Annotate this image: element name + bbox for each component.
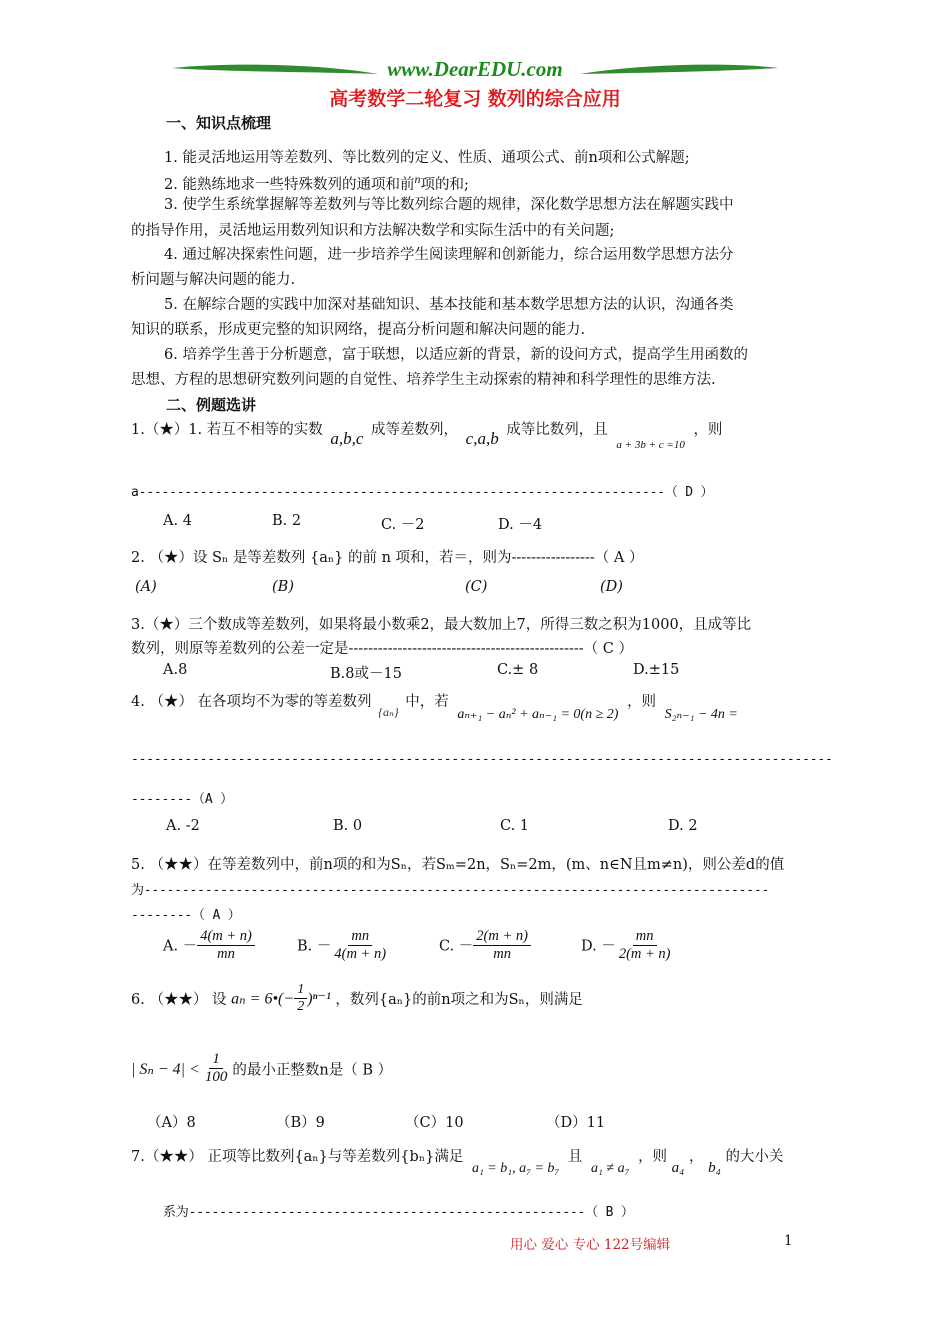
option-c: C. －2 <box>381 517 425 533</box>
question-1: 1.（★）1. 若互不相等的实数 a,b,c 成等差数列， c,a,b 成等比数列，且 $_{a + 3b + c =10}$ ，则 <box>131 422 723 451</box>
option-c: C.± 8 <box>497 662 539 678</box>
option-c: (C) <box>465 579 488 595</box>
option-b: B. 2 <box>272 513 302 529</box>
option-d: D. 2 <box>668 818 698 834</box>
option-a: (A) <box>135 579 157 595</box>
knowledge-item-5: 5. 在解综合题的实践中加深对基础知识、基本技能和基本数学思想方法的认识，沟通各类 <box>164 297 734 313</box>
question-7: 7.（★★） 正项等比数列{aₙ}与等差数列{bₙ}满足 a₁ = b₁, a₇ = b₇ 且 a₁ ≠ a₇ ，则 a₄ ， b₄ 的大小关 <box>131 1149 784 1176</box>
footer-slogan: 用心 爱心 专心 122号编辑 <box>510 1237 671 1253</box>
question-5-options <box>163 928 763 976</box>
question-6: 6. （★★） 设 aₙ = 6•(− $\frac{1}{2}$ )ⁿ⁻¹ ，数列{aₙ}的前n项之和为Sₙ，则满足 <box>131 982 583 1015</box>
option-a: （A）8 <box>147 1115 196 1131</box>
option-c: C. 1 <box>500 818 530 834</box>
question-1-answer-line: a---------------------------------------------------------------------（ D ） <box>131 485 714 500</box>
question-3-cont: 数列，则原等差数列的公差一定是------------------------------------------------（ C ） <box>131 641 633 657</box>
option-d: D. － $\frac{mn}{2(m + n)}$ <box>581 928 671 962</box>
site-logo: www.DearEDU.com <box>387 57 563 81</box>
section-heading-knowledge: 一、知识点梳理 <box>166 114 272 132</box>
option-b: B. 0 <box>333 818 363 834</box>
option-a: A. 4 <box>163 513 192 529</box>
option-c: C. － $\frac{2(m + n)}{mn}$ <box>439 928 531 962</box>
question-6-cont: | Sₙ − 4| < $\frac{1}{100}$ 的最小正整数n是（ B ） <box>131 1051 393 1086</box>
question-4: 4. （★） 在各项均不为零的等差数列 $_{\{a_n\}}$ 中，若 aₙ₊₁ − aₙ² + aₙ₋₁ = 0(n ≥ 2) ，则 S₂ₙ₋₁ − 4n = <box>131 694 738 722</box>
option-d: D. －4 <box>498 517 543 533</box>
question-5-answer-line: --------（ A ） <box>131 908 241 923</box>
option-b: B.8或－15 <box>330 666 402 682</box>
option-d: (D) <box>600 579 623 595</box>
option-a: A. － $\frac{4(m + n)}{mn}$ <box>163 928 255 962</box>
option-c: （C）10 <box>405 1115 464 1131</box>
question-4-answer-line-2: --------（A ） <box>131 792 233 807</box>
option-a: A. -2 <box>166 818 200 834</box>
question-2: 2. （★）设 Sₙ 是等差数列 {aₙ} 的前 n 项和，若＝，则为-----------------（ A ） <box>131 550 644 566</box>
knowledge-item-2: 2. 能熟练地求一些特殊数列的通项和前$^n$项的和; <box>164 172 469 193</box>
option-b: （B）9 <box>276 1115 325 1131</box>
knowledge-item-1: 1. 能灵活地运用等差数列、等比数列的定义、性质、通项公式、前n项和公式解题; <box>164 150 690 166</box>
knowledge-item-6: 6. 培养学生善于分析题意，富于联想，以适应新的背景，新的设问方式，提高学生用函数的 <box>164 347 748 363</box>
question-7-answer-line: 系为----------------------------------------------------（ B ） <box>163 1205 634 1220</box>
question-4-answer-line: -------------------------------------------------------------------------------------------- <box>131 752 833 767</box>
knowledge-item-6-cont: 思想、方程的思想研究数列问题的自觉性、培养学生主动探索的精神和科学理性的思维方法. <box>131 372 716 388</box>
knowledge-item-3: 3. 使学生系统掌握解等差数列与等比数列综合题的规律，深化数学思想方法在解题实践中 <box>164 197 734 213</box>
knowledge-item-4-cont: 析问题与解决问题的能力. <box>131 272 296 288</box>
knowledge-item-4: 4. 通过解决探索性问题，进一步培养学生阅读理解和创新能力，综合运用数学思想方法分 <box>164 247 734 263</box>
section-heading-examples: 二、例题选讲 <box>166 396 257 414</box>
question-3: 3.（★）三个数成等差数列，如果将最小数乘2，最大数加上7，所得三数之积为1000，且成等比 <box>131 617 752 633</box>
option-b: (B) <box>272 579 294 595</box>
page-number: 1 <box>784 1233 793 1249</box>
page-title: 高考数学二轮复习 数列的综合应用 <box>329 88 621 110</box>
option-b: B. － $\frac{mn}{4(m + n)}$ <box>297 928 387 962</box>
question-5-cont: 为---------------------------------------------------------------------------------- <box>131 883 770 898</box>
knowledge-item-3-cont: 的指导作用，灵活地运用数列知识和方法解决数学和实际生活中的有关问题; <box>131 223 615 239</box>
option-a: A.8 <box>163 662 188 678</box>
option-d: D.±15 <box>633 662 680 678</box>
option-d: （D）11 <box>546 1115 606 1131</box>
question-5: 5. （★★）在等差数列中，前n项的和为Sₙ，若Sₘ=2n，Sₙ=2m，(m、n∈N且m≠n)，则公差d的值 <box>131 857 785 873</box>
knowledge-item-5-cont: 知识的联系，形成更完整的知识网络，提高分析问题和解决问题的能力. <box>131 322 586 338</box>
